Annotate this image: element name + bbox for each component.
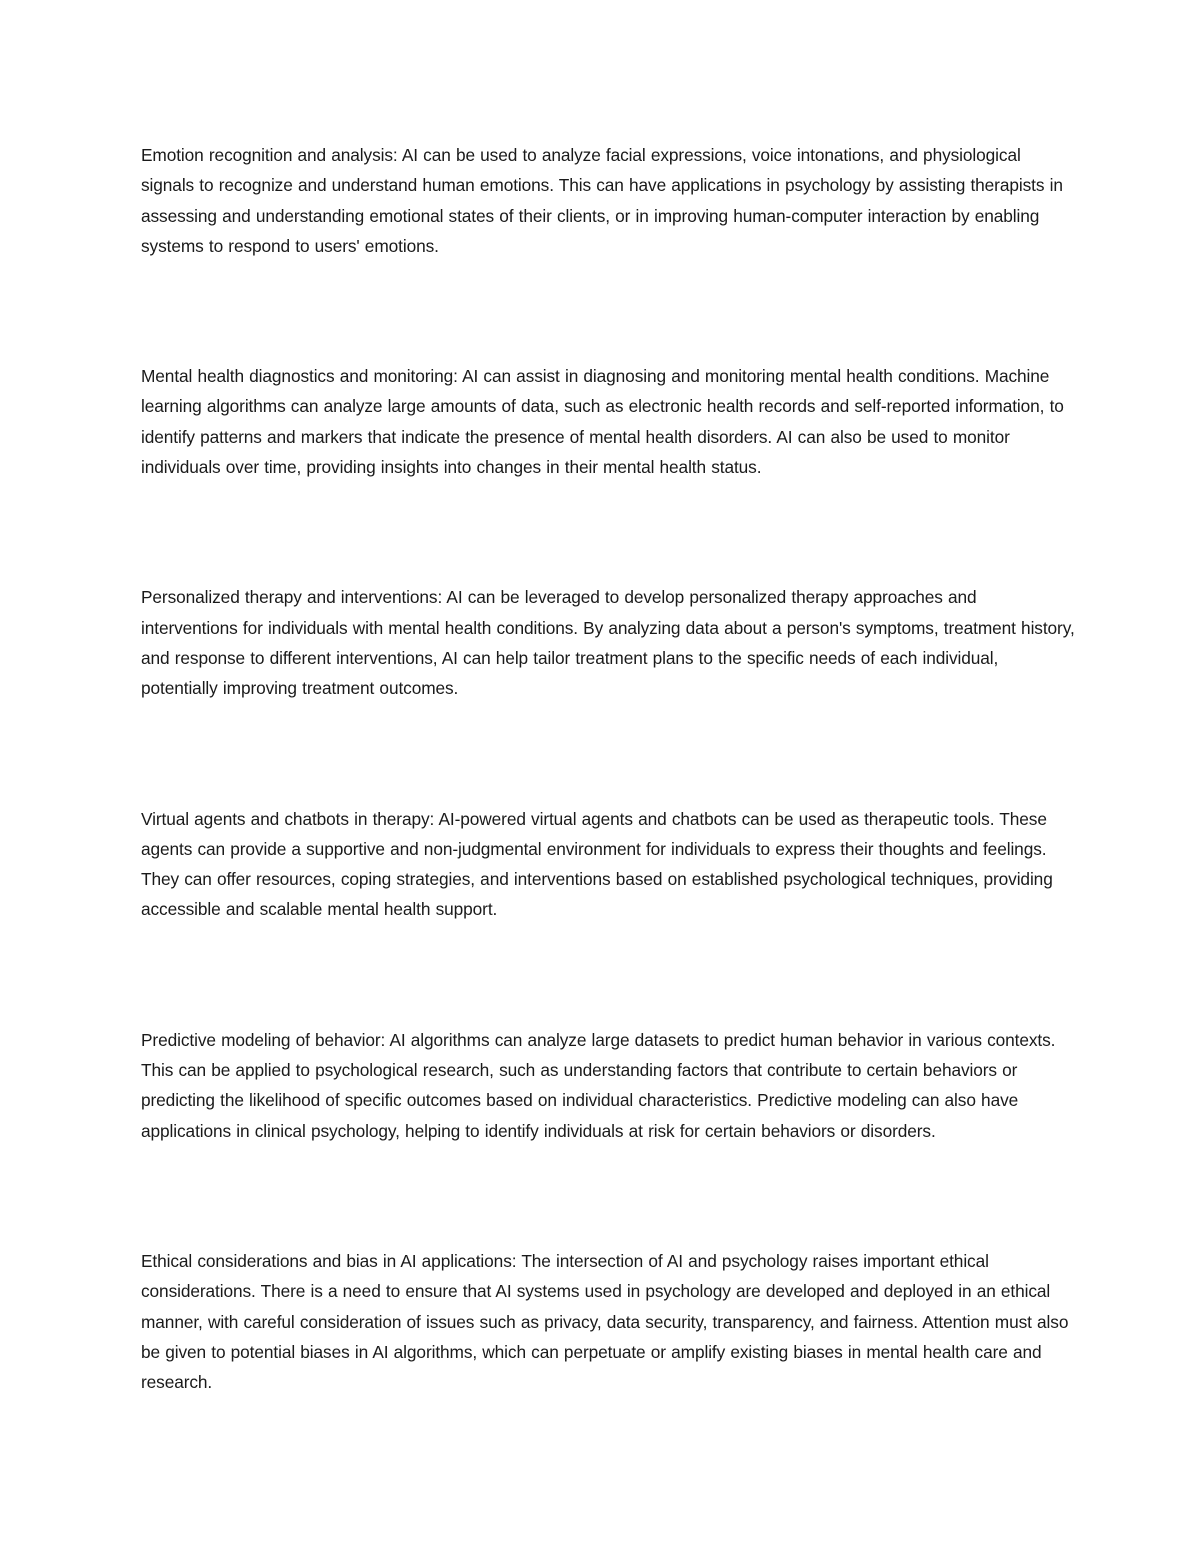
document-body (141, 140, 1076, 1397)
paragraph-personalized-therapy: Personalized therapy and interventions: AI can be leveraged to develop personalized therapy approaches and interventions for individuals with mental health conditions. By analyzing data about a person's symptoms, treatment history, and response to different interventions, AI can help tailor treatment plans to the specific needs of each individual, potentially improving treatment outcomes. (141, 587, 1075, 699)
paragraph-virtual-agents: Virtual agents and chatbots in therapy: AI-powered virtual agents and chatbots can be used as therapeutic tools. These agents can provide a supportive and non-judgmental environment for individuals to express their thoughts and feelings. They can offer resources, coping strategies, and interventions based on established psychological techniques, providing accessible and scalable mental health support. (141, 808, 1053, 920)
paragraph-ethical-considerations: Ethical considerations and bias in AI applications: The intersection of AI and psychology raises important ethical considerations. There is a need to ensure that AI systems used in psychology are developed and deployed in an ethical manner, with careful consideration of issues such as privacy, data security, transparency, and fairness. Attention must also be given to potential biases in AI algorithms, which can perpetuate or amplify existing biases in mental health care and research. (141, 1250, 1069, 1393)
paragraph-emotion-recognition: Emotion recognition and analysis: AI can be used to analyze facial expressions, voice intonations, and physiological signals to recognize and understand human emotions. This can have applications in psychology by assisting therapists in assessing and understanding emotional states of their clients, or in improving human-computer interaction by enabling systems to respond to users' emotions. (141, 145, 1063, 256)
paragraph-mental-health-diagnostics: Mental health diagnostics and monitoring: AI can assist in diagnosing and monitoring mental health conditions. Machine learning algorithms can analyze large amounts of data, such as electronic health records and self-reported information, to identify patterns and markers that indicate the presence of mental health disorders. AI can also be used to monitor individuals over time, providing insights into changes in their mental health status. (141, 366, 1064, 478)
paragraph-predictive-modeling: Predictive modeling of behavior: AI algorithms can analyze large datasets to predict human behavior in various contexts. This can be applied to psychological research, such as understanding factors that contribute to certain behaviors or predicting the likelihood of specific outcomes based on individual characteristics. Predictive modeling can also have applications in clinical psychology, helping to identify individuals at risk for certain behaviors or disorders. (141, 1029, 1056, 1141)
